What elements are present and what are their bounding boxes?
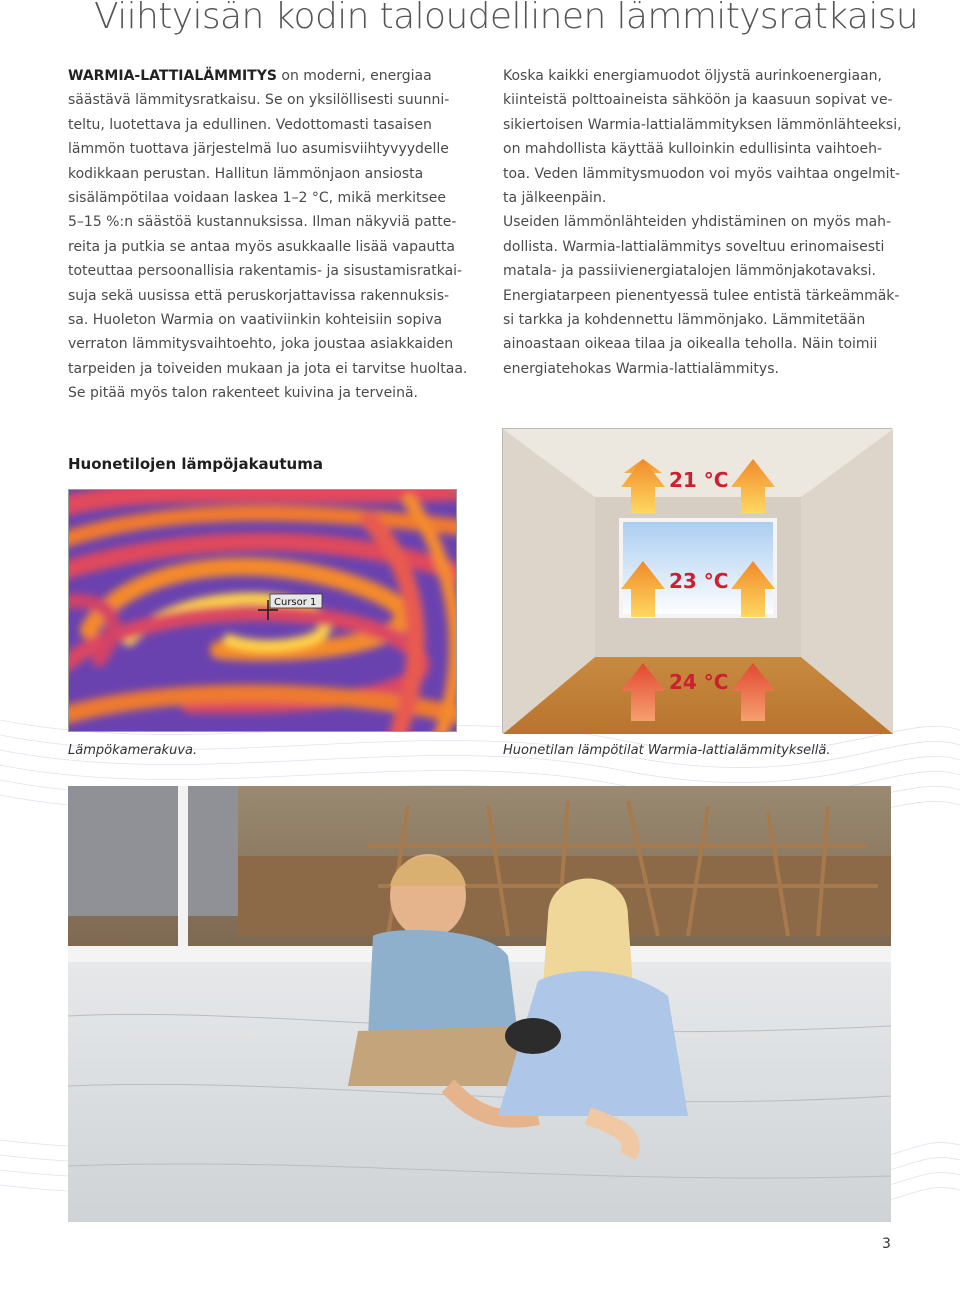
cursor-label: Cursor 1 bbox=[274, 597, 317, 608]
text-line: Se pitää myös talon rakenteet kuivina ja terveinä. bbox=[68, 385, 418, 402]
thermal-section-heading: Huonetilojen lämpöjakautuma bbox=[68, 455, 323, 473]
text-line: teltu, luotettava ja edullinen. Vedottomasti tasaisen bbox=[68, 116, 432, 133]
brand-name: WARMIA-LATTIALÄMMITYS bbox=[68, 68, 277, 84]
text-line: sa. Huoleton Warmia on vaativiinkin kohteisiin sopiva bbox=[68, 312, 443, 329]
text-line: si tarkka ja kohdennettu lämmönjako. Lämmitetään bbox=[503, 312, 866, 329]
text-line: toa. Veden lämmitysmuodon voi myös vaihtaa ongelmit- bbox=[503, 165, 901, 182]
text-line: kodikkaan perustan. Hallitun lämmönjaon ansiosta bbox=[68, 165, 424, 182]
text-line: ainoastaan oikeaa tilaa ja oikealla teholla. Näin toimii bbox=[503, 336, 878, 353]
text-line: ta jälkeenpäin. bbox=[503, 190, 607, 207]
text-line: matala- ja passiivienergiatalojen lämmönjakotavaksi. bbox=[503, 263, 876, 280]
text-line: kiinteistä polttoaineista sähköön ja kaasuun sopivat ve- bbox=[503, 92, 893, 109]
text-line: toteuttaa persoonallisia rakentamis- ja sisustamisratkai- bbox=[68, 263, 463, 280]
text-line: verraton lämmitysvaihtoehto, joka joustaa asiakkaiden bbox=[68, 336, 454, 353]
text-line: on mahdollista käyttää kulloinkin edullisinta vaihtoeh- bbox=[503, 141, 883, 158]
text-line: säästävä lämmitysratkaisu. Se on yksilöllisesti suunni- bbox=[68, 92, 450, 109]
text-line: sisälämpötilaa voidaan laskea 1–2 °C, mikä merkitsee bbox=[68, 190, 446, 207]
text-line: tarpeiden ja toiveiden mukaan ja jota ei tarvitse huoltaa. bbox=[68, 360, 468, 377]
children-on-floor-photo bbox=[68, 786, 891, 1222]
thermal-image-caption: Lämpökamerakuva. bbox=[68, 743, 198, 758]
text-line: reita ja putkia se antaa myös asukkaalle lisää vapautta bbox=[68, 238, 455, 255]
text-line: 5–15 %:n säästöä kustannuksissa. Ilman näkyviä patte- bbox=[68, 214, 457, 231]
text-line: WARMIA-LATTIALÄMMITYS on moderni, energiaa bbox=[68, 68, 432, 84]
text-line: Energiatarpeen pienentyessä tulee entistä tärkeämmäk- bbox=[503, 287, 900, 304]
text-line: Useiden lämmönlähteiden yhdistäminen on myös mah- bbox=[503, 214, 892, 231]
intro-text-left bbox=[68, 64, 468, 406]
temp-label-middle: 23 °C bbox=[669, 569, 729, 593]
page-number: 3 bbox=[882, 1236, 891, 1252]
temp-label-floor: 24 °C bbox=[669, 670, 729, 694]
text-line: Koska kaikki energiamuodot öljystä aurinkoenergiaan, bbox=[503, 68, 883, 84]
text-line: suja sekä uusissa että peruskorjattavissa rakennuksis- bbox=[68, 287, 450, 304]
temp-label-ceiling: 21 °C bbox=[669, 468, 729, 492]
text-line: energiatehokas Warmia-lattialämmitys. bbox=[503, 360, 779, 377]
page-title: Viihtyisän kodin taloudellinen lämmitysratkaisu bbox=[94, 0, 919, 37]
room-temperature-diagram bbox=[502, 428, 892, 733]
text-line: sikiertoisen Warmia-lattialämmityksen lämmönlähteeksi, bbox=[503, 116, 902, 133]
room-diagram-caption: Huonetilan lämpötilat Warmia-lattialämmityksellä. bbox=[503, 743, 831, 758]
text-line: dollista. Warmia-lattialämmitys soveltuu erinomaisesti bbox=[503, 238, 885, 255]
thermal-camera-image bbox=[68, 489, 457, 732]
intro-text-right bbox=[503, 64, 902, 381]
text-line: lämmön tuottava järjestelmä luo asumisviihtyvyydelle bbox=[68, 141, 449, 158]
